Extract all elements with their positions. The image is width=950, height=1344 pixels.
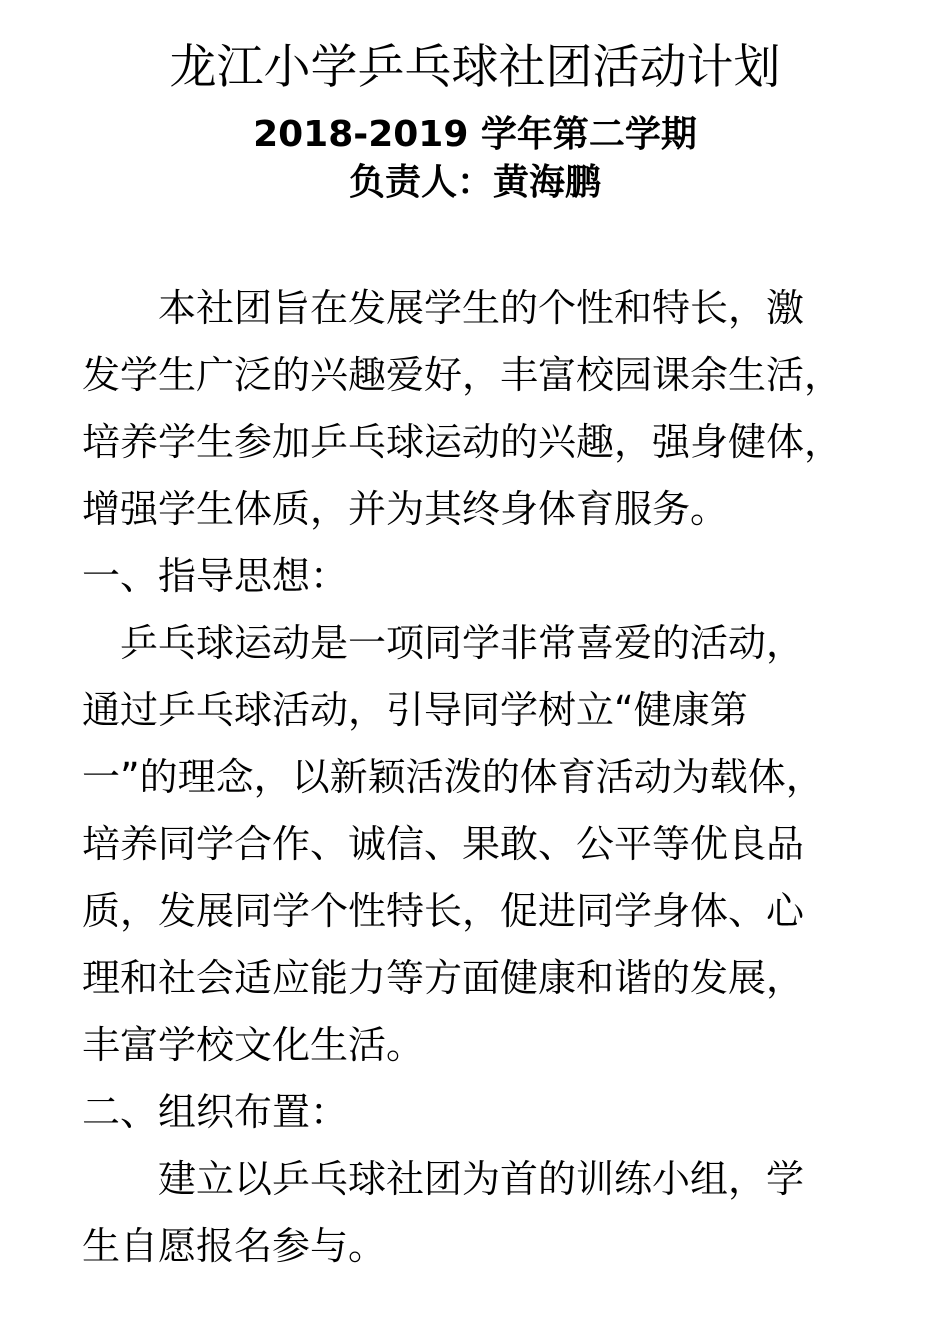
intro-line: 本社团旨在发展学生的个性和特长，激 [82, 286, 805, 330]
intro-line: 发学生广泛的兴趣爱好，丰富校园课余生活， [82, 353, 843, 397]
organization-line: 建立以乒乓球社团为首的训练小组，学 [82, 1157, 805, 1201]
owner-label: 负责人：黄海鹏 [348, 162, 601, 203]
section-heading-organization: 二、组织布置： [82, 1090, 349, 1134]
guiding-thought-line: 质，发展同学个性特长，促进同学身体、心 [82, 889, 805, 933]
intro-line: 培养学生参加乒乓球运动的兴趣，强身健体， [82, 420, 843, 464]
guiding-thought-line: 丰富学校文化生活。 [82, 1023, 425, 1067]
organization-line: 生自愿报名参与。 [82, 1224, 387, 1268]
guiding-thought-line: 乒乓球运动是一项同学非常喜爱的活动， [82, 621, 805, 665]
guiding-thought-line: 理和社会适应能力等方面健康和谐的发展， [82, 956, 805, 1000]
guiding-thought-line: 一”的理念，以新颖活泼的体育活动为载体， [82, 755, 824, 799]
document-title: 龙江小学乒乓球社团活动计划 [169, 40, 781, 95]
guiding-thought-line: 培养同学合作、诚信、果敢、公平等优良品 [82, 822, 805, 866]
term-label: 2018-2019 学年第二学期 [253, 114, 697, 155]
guiding-thought-line: 通过乒乓球活动，引导同学树立“健康第 [82, 688, 748, 732]
intro-line: 增强学生体质，并为其终身体育服务。 [82, 487, 729, 531]
section-heading-guiding-thought: 一、指导思想： [82, 554, 349, 598]
